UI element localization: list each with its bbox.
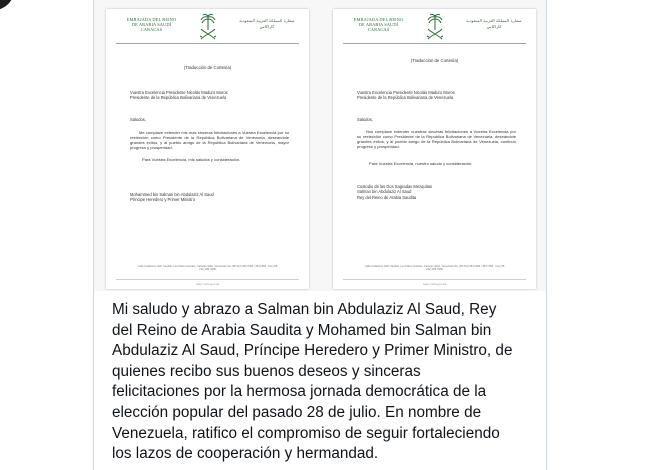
letter-closing: Para Vuestra Excelencia, nuestro saludo y consideración. bbox=[369, 161, 473, 166]
signature-line: Salman bin Abdulaziz Al Saud bbox=[357, 189, 412, 195]
letter-body: Me complace extender mis más sinceras felicitaciones a Vuestra Excelencia por su reelección como Presidente de la República Bolivariana de Venezuela, deseándole grandes éxitos, y al pueblo amigo de la República Bolivariana de Venezuela, mayor progreso y prosperidad. bbox=[130, 130, 289, 151]
letter-footer: Calle Andalucía, Edif. Saudita, Los Palos Grandes, Caracas 1062, Venezuela Tel. (58 212) 284 0066 / 284 0055 · Fax (58 212) 284 0399 bbox=[364, 265, 505, 272]
letter-image-king[interactable] bbox=[333, 9, 536, 289]
addressee-line: Vuestra Excelencia Presidente Nicolás Maduro Moros bbox=[357, 90, 455, 95]
signature-line: Mohammed bin Salman bin Abdulaziz Al Saud bbox=[130, 192, 214, 197]
tweet-text: Mi saludo y abrazo a Salman bin Abdulaziz Al Saud, Rey del Reino de Arabia Saudita y Mohamed bin Salman bin Abdulaziz Al Saud, Príncipe Heredero y Primer Ministro, de quienes recibo sus buenos deseos y sinceras felicitaciones por la hermosa jornada democrática de la elección popular del pasado 28 de julio. En nombre de Venezuela, ratifico el compromiso de seguir fortaleciendo los lazos de cooperación y hermandad. bbox=[112, 301, 513, 463]
letter-website: www.mofa.gov.sa bbox=[422, 282, 447, 286]
letter-addressee bbox=[130, 90, 295, 101]
addressee-line: Presidente de la República Bolivariana de Venezuela bbox=[130, 95, 227, 101]
footer-divider bbox=[116, 279, 299, 280]
letter-signature bbox=[130, 192, 295, 203]
letter-image-crown-prince[interactable] bbox=[106, 9, 309, 289]
tweet-media[interactable] bbox=[94, 0, 546, 291]
signature-line: Rey del Reino de Arabia Saudita bbox=[357, 194, 417, 200]
letterhead-divider bbox=[116, 43, 299, 44]
letter-salutation: Saludos, bbox=[130, 117, 146, 122]
saudi-emblem-palm-swords-icon bbox=[199, 13, 217, 41]
letter-body: Nos complace extender nuestras sinceras felicitaciones a Vuestra Excelencia por su reelección como Presidente de la República Bolivariana de Venezuela, deseándole grandes éxitos, y al pueblo amigo de la República Bolivariana de Venezuela, continuo progreso y prosperidad. bbox=[357, 129, 516, 150]
letterhead-arabic: سفارة المملكة العربية السعودية كاراكاس bbox=[239, 18, 295, 29]
signature-line: Príncipe Heredero y Primer Ministro bbox=[130, 197, 196, 203]
letter-closing: Para Vuestra Excelencia, mis saludos y consideración. bbox=[142, 157, 241, 162]
translation-note: (Traducción de Cortesía) bbox=[410, 58, 459, 63]
signature-line: Custodio de las Dos Sagradas Mezquitas bbox=[357, 184, 433, 189]
addressee-line: Vuestra Excelencia Presidente Nicolás Maduro Moros bbox=[130, 90, 228, 95]
letter-salutation: Saludos, bbox=[357, 117, 373, 122]
letterhead-spanish: EMBAJADA DEL REINO DE ARABIA SAUDÍ CARACAS bbox=[353, 17, 404, 33]
saudi-emblem-palm-swords-icon bbox=[426, 13, 444, 41]
letter-website: www.mofa.gov.sa bbox=[195, 282, 220, 286]
letter-addressee bbox=[357, 90, 522, 101]
letter-footer: Calle Andalucía, Edif. Saudita, Los Palos Grandes, Caracas 1062, Venezuela Tel. (58 212) 284 0066 / 284 0055 · Fax (58 212) 284 0399 bbox=[137, 265, 278, 272]
footer-divider bbox=[343, 279, 526, 280]
letterhead-divider bbox=[343, 43, 526, 44]
tweet-card bbox=[93, 0, 547, 470]
addressee-line: Presidente de la República Bolivariana de Venezuela bbox=[357, 95, 454, 101]
author-avatar[interactable] bbox=[0, 0, 14, 10]
letterhead-arabic: سفارة المملكة العربية السعودية كاراكاس bbox=[466, 18, 522, 29]
translation-note: (Traducción de Cortesía) bbox=[183, 65, 232, 70]
letter-signature bbox=[357, 184, 522, 200]
letterhead-spanish: EMBAJADA DEL REINO DE ARABIA SAUDÍ CARACAS bbox=[126, 17, 177, 33]
